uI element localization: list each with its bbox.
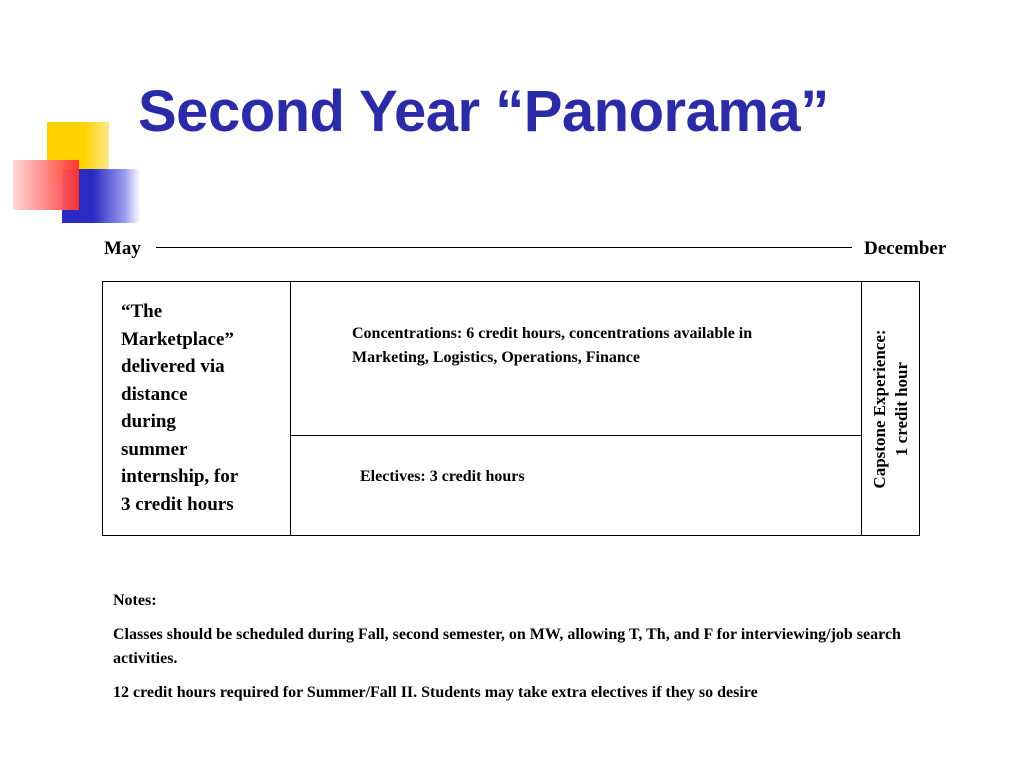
note-item: Classes should be scheduled during Fall, second semester, on MW, allowing T, Th, and F for interviewing/job search activities. — [113, 626, 901, 667]
electives-cell: Electives: 3 credit hours — [360, 468, 525, 485]
timeline-end-label: December — [864, 238, 947, 259]
concentrations-cell — [352, 322, 872, 370]
note-item: 12 credit hours required for Summer/Fall II. Students may take extra electives if they so desire — [113, 684, 758, 701]
schedule-table — [102, 281, 920, 536]
marketplace-cell — [121, 298, 271, 518]
slide-title: Second Year “Panorama” — [138, 79, 829, 144]
concentrations-line: Marketing, Logistics, Operations, Finance — [352, 349, 640, 366]
marketplace-line: during — [121, 411, 176, 432]
capstone-line: 1 credit hour — [892, 361, 911, 456]
capstone-line: Capstone Experience: — [870, 328, 889, 489]
timeline-start-label: May — [104, 238, 141, 259]
marketplace-line: summer — [121, 438, 188, 460]
marketplace-line: distance — [121, 383, 188, 405]
marketplace-line: internship, for — [121, 466, 239, 487]
capstone-cell — [862, 282, 920, 535]
capstone-text — [869, 329, 913, 488]
decor-red-square — [13, 160, 79, 210]
marketplace-line: 3 credit hours — [121, 493, 234, 515]
table-divider-middle — [291, 435, 862, 436]
marketplace-line: delivered via — [121, 356, 225, 377]
concentrations-line: Concentrations: 6 credit hours, concentrations available in — [352, 325, 753, 342]
notes-heading: Notes: — [113, 592, 157, 609]
notes-section — [113, 589, 913, 715]
timeline-line — [156, 247, 852, 248]
marketplace-line: “The — [121, 301, 163, 322]
marketplace-line: Marketplace” — [121, 328, 234, 350]
table-divider-left — [290, 282, 291, 535]
